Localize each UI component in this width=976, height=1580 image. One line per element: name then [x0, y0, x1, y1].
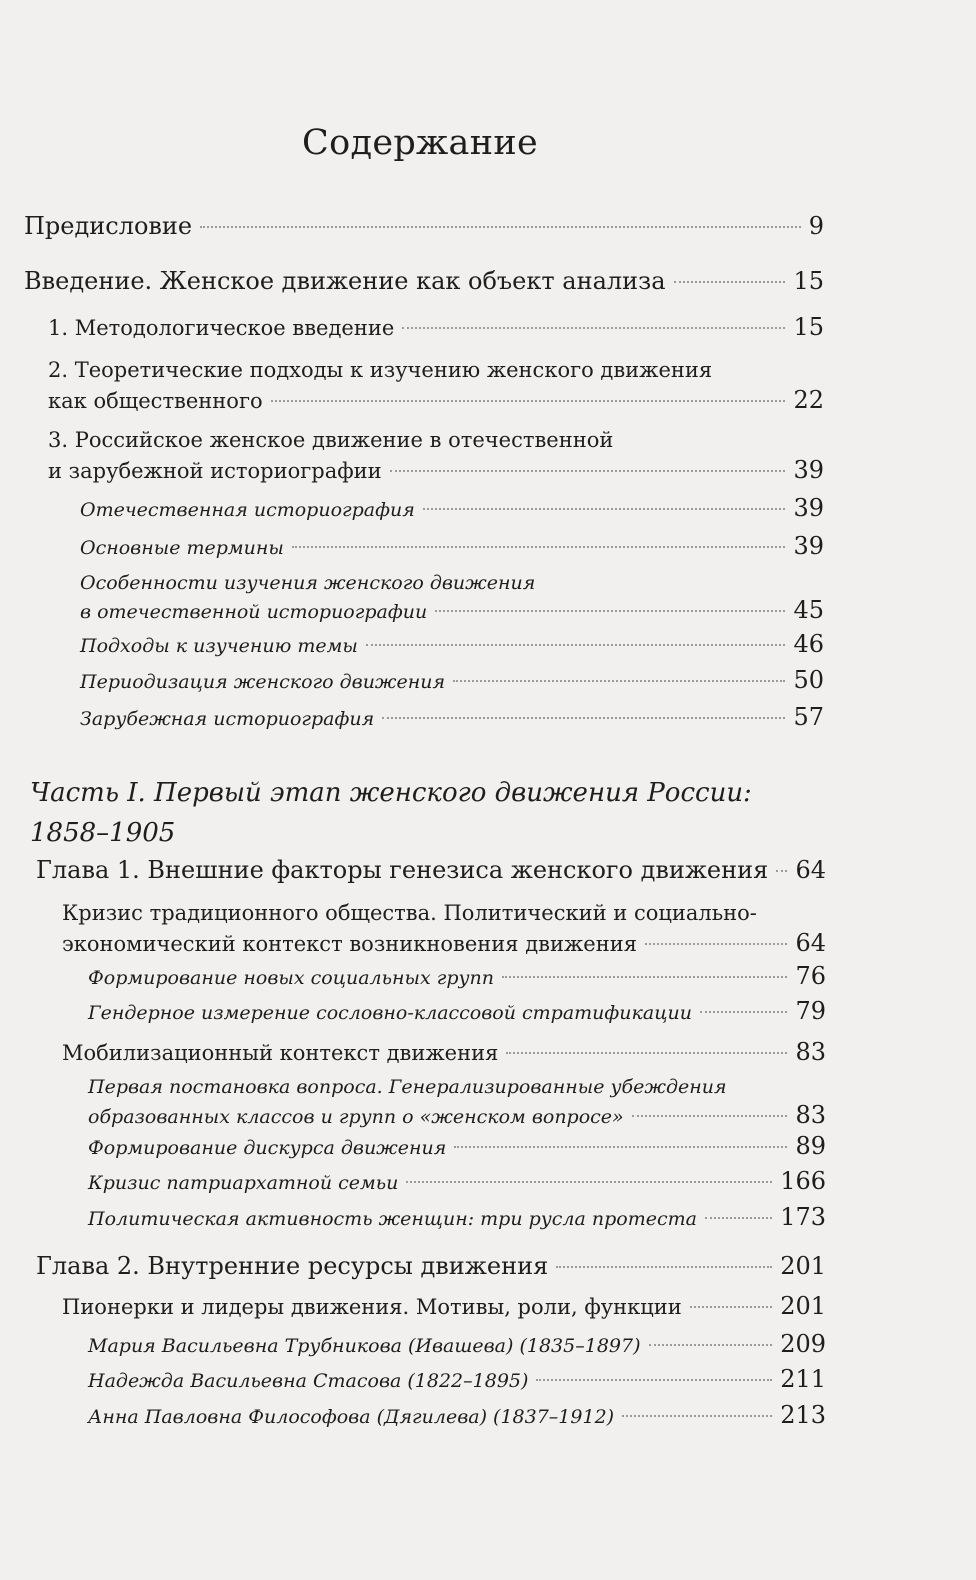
toc-page-number: 22 — [793, 386, 824, 414]
toc-entry-text: образованных классов и групп о «женском вопросе» — [88, 1106, 624, 1128]
toc-entry-text: Гендерное измерение сословно-классовой стратификации — [88, 1002, 692, 1024]
toc-entry — [88, 1203, 826, 1233]
toc-page-number: 64 — [795, 856, 826, 884]
toc-entry — [88, 997, 826, 1027]
dot-leader — [649, 1344, 773, 1346]
toc-entry-text: Формирование дискурса движения — [88, 1137, 447, 1159]
toc-page-number: 173 — [780, 1203, 826, 1231]
toc-entry-text: Формирование новых социальных групп — [88, 967, 494, 989]
dot-leader — [690, 1306, 772, 1308]
toc-page-number: 89 — [795, 1132, 826, 1160]
toc-page-number: 15 — [793, 267, 824, 295]
dot-leader — [645, 943, 788, 945]
dot-leader — [382, 717, 785, 719]
dot-leader — [700, 1011, 788, 1013]
page-title: Содержание — [302, 123, 538, 164]
toc-entry-text: Предисловие — [24, 212, 193, 240]
dot-leader — [674, 281, 786, 283]
toc-entry-text: Особенности изучения женского движения — [80, 572, 536, 594]
toc-page-number: 15 — [793, 313, 824, 341]
dot-leader — [435, 610, 785, 612]
toc-entry-text: Мобилизационный контекст движения — [62, 1041, 499, 1065]
toc-entry-introduction — [24, 267, 824, 295]
toc-page-number: 39 — [793, 456, 824, 484]
toc-page-number: 83 — [795, 1101, 826, 1129]
toc-page-number: 9 — [808, 212, 824, 240]
toc-entry — [80, 533, 824, 562]
toc-entry — [88, 1073, 826, 1131]
toc-page-number: 39 — [793, 532, 824, 560]
dot-leader — [632, 1115, 788, 1117]
toc-entry-text: Введение. Женское движение как объект анализа — [24, 267, 666, 295]
toc-entry — [80, 704, 824, 733]
toc-entry — [48, 312, 824, 343]
toc-page-number: 46 — [793, 630, 824, 658]
dot-leader — [423, 508, 786, 510]
toc-entry-text: Анна Павловна Философова (Дягилева) (1837–1912) — [88, 1406, 615, 1428]
toc-page-number: 50 — [793, 666, 824, 694]
toc-entry-text: 1. Методологическое введение — [48, 316, 395, 340]
toc-entry-preface — [24, 212, 824, 240]
part-title: Часть I. Первый этап женского движения России: — [30, 778, 752, 808]
toc-entry — [80, 667, 824, 696]
toc-entry-text: Глава 1. Внешние факторы генезиса женского движения — [36, 856, 769, 884]
toc-entry — [62, 1037, 826, 1068]
toc-entry — [62, 1291, 826, 1322]
dot-leader — [705, 1217, 772, 1219]
toc-entry — [80, 495, 824, 524]
toc-entry-text: как общественного — [48, 389, 263, 413]
toc-part-heading — [30, 773, 810, 853]
toc-entry — [88, 1365, 826, 1395]
dot-leader — [502, 976, 787, 978]
toc-entry — [88, 962, 826, 992]
toc-entry — [88, 1167, 826, 1197]
toc-entry — [88, 1330, 826, 1360]
toc-entry-text: Зарубежная историография — [80, 708, 375, 730]
part-years: 1858–1905 — [30, 818, 176, 848]
toc-entry — [48, 355, 824, 416]
dot-leader — [454, 1146, 787, 1148]
toc-page-number: 79 — [795, 997, 826, 1025]
toc-entry-text: Подходы к изучению темы — [80, 635, 358, 657]
dot-leader — [622, 1415, 772, 1417]
toc-entry-text: Отечественная историография — [80, 499, 415, 521]
toc-entry-chapter-2 — [36, 1252, 826, 1280]
toc-page-number: 64 — [795, 929, 826, 957]
toc-page-number: 166 — [780, 1167, 826, 1195]
toc-entry-chapter-1 — [36, 856, 826, 884]
toc-entry-text: Кризис патриархатной семьи — [88, 1172, 399, 1194]
dot-leader — [271, 400, 786, 402]
dot-leader — [406, 1181, 772, 1183]
toc-entry-text: Периодизация женского движения — [80, 671, 446, 693]
toc-page-number: 39 — [793, 494, 824, 522]
dot-leader — [453, 680, 785, 682]
toc-page-number: 45 — [793, 596, 824, 624]
toc-entry — [80, 631, 824, 660]
dot-leader — [776, 870, 787, 872]
toc-entry-text: Политическая активность женщин: три русла протеста — [88, 1208, 697, 1230]
toc-entry-text: Первая постановка вопроса. Генерализированные убеждения — [88, 1076, 727, 1098]
toc-entry-text: Кризис традиционного общества. Политический и социально- — [62, 901, 757, 925]
toc-entry — [48, 425, 824, 486]
toc-entry-text: в отечественной историографии — [80, 601, 428, 623]
dot-leader — [200, 226, 801, 228]
toc-entry-text: Пионерки и лидеры движения. Мотивы, роли, функции — [62, 1295, 682, 1319]
toc-entry-text: экономический контекст возникновения движения — [62, 932, 637, 956]
toc-page-number: 201 — [780, 1292, 826, 1320]
toc-entry — [62, 898, 826, 959]
toc-page-number: 209 — [780, 1330, 826, 1358]
toc-entry — [80, 570, 824, 626]
dot-leader — [366, 644, 786, 646]
toc-page-number: 211 — [780, 1365, 826, 1393]
toc-page-number: 83 — [795, 1038, 826, 1066]
dot-leader — [390, 470, 786, 472]
toc-entry-text: 3. Российское женское движение в отечественной — [48, 428, 614, 452]
toc-entry-text: 2. Теоретические подходы к изучению женского движения — [48, 358, 713, 382]
dot-leader — [506, 1052, 787, 1054]
dot-leader — [556, 1266, 772, 1268]
toc-page-number: 201 — [780, 1252, 826, 1280]
dot-leader — [292, 546, 786, 548]
dot-leader — [402, 327, 785, 329]
toc-entry-text: Глава 2. Внутренние ресурсы движения — [36, 1252, 549, 1280]
toc-page-number: 76 — [795, 962, 826, 990]
toc-page-number: 213 — [780, 1401, 826, 1429]
toc-entry-text: Основные термины — [80, 537, 284, 559]
toc-entry-text: Мария Васильевна Трубникова (Ивашева) (1835–1897) — [88, 1335, 641, 1357]
toc-entry-text: Надежда Васильевна Стасова (1822–1895) — [88, 1370, 529, 1392]
toc-entry-text: и зарубежной историографии — [48, 459, 382, 483]
toc-entry — [88, 1132, 826, 1162]
toc-page-number: 57 — [793, 703, 824, 731]
dot-leader — [536, 1379, 772, 1381]
toc-entry — [88, 1401, 826, 1431]
